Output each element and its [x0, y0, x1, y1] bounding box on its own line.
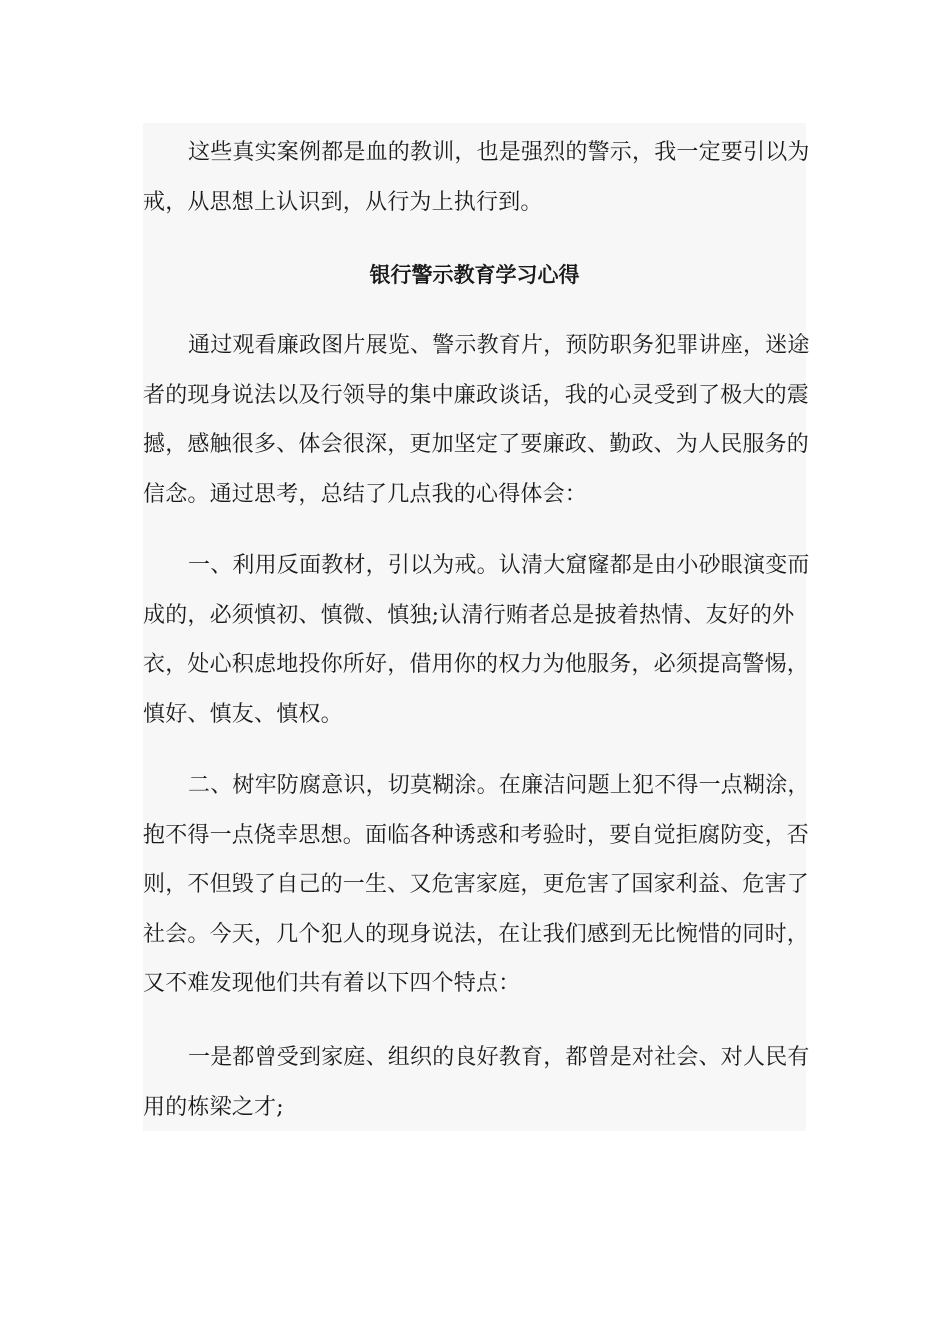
- feature-one-paragraph: 一是都曾受到家庭、组织的良好教育，都曾是对社会、对人民有用的栋梁之才;: [143, 1045, 810, 1120]
- document-title: 银行警示教育学习心得: [369, 262, 580, 287]
- point-two-paragraph: 二、树牢防腐意识，切莫糊涂。在廉洁问题上犯不得一点糊涂，抱不得一点侥幸思想。面临各种诱惑和考验时，要自觉拒腐防变，否则，不但毁了自己的一生、又危害家庭，更危害了国家利益、危害了社会。今天，几个犯人的现身说法，在让我们感到无比惋惜的同时，又不难发现他们共有着以下四个特点：: [143, 773, 810, 996]
- intro-paragraph: 这些真实案例都是血的教训，也是强烈的警示，我一定要引以为戒，从思想上认识到，从行为上执行到。: [143, 140, 810, 215]
- overview-paragraph: 通过观看廉政图片展览、警示教育片，预防职务犯罪讲座，迷途者的现身说法以及行领导的集中廉政谈话，我的心灵受到了极大的震撼，感触很多、体会很深，更加坚定了要廉政、勤政、为人民服务的信念。通过思考，总结了几点我的心得体会：: [143, 333, 810, 507]
- point-one-paragraph: 一、利用反面教材，引以为戒。认清大窟窿都是由小砂眼演变而成的，必须慎初、慎微、慎独;认清行贿者总是披着热情、友好的外衣，处心积虑地投你所好，借用你的权力为他服务，必须提高警惕，慎好、慎友、慎权。: [143, 553, 810, 727]
- document-page: [143, 123, 810, 1131]
